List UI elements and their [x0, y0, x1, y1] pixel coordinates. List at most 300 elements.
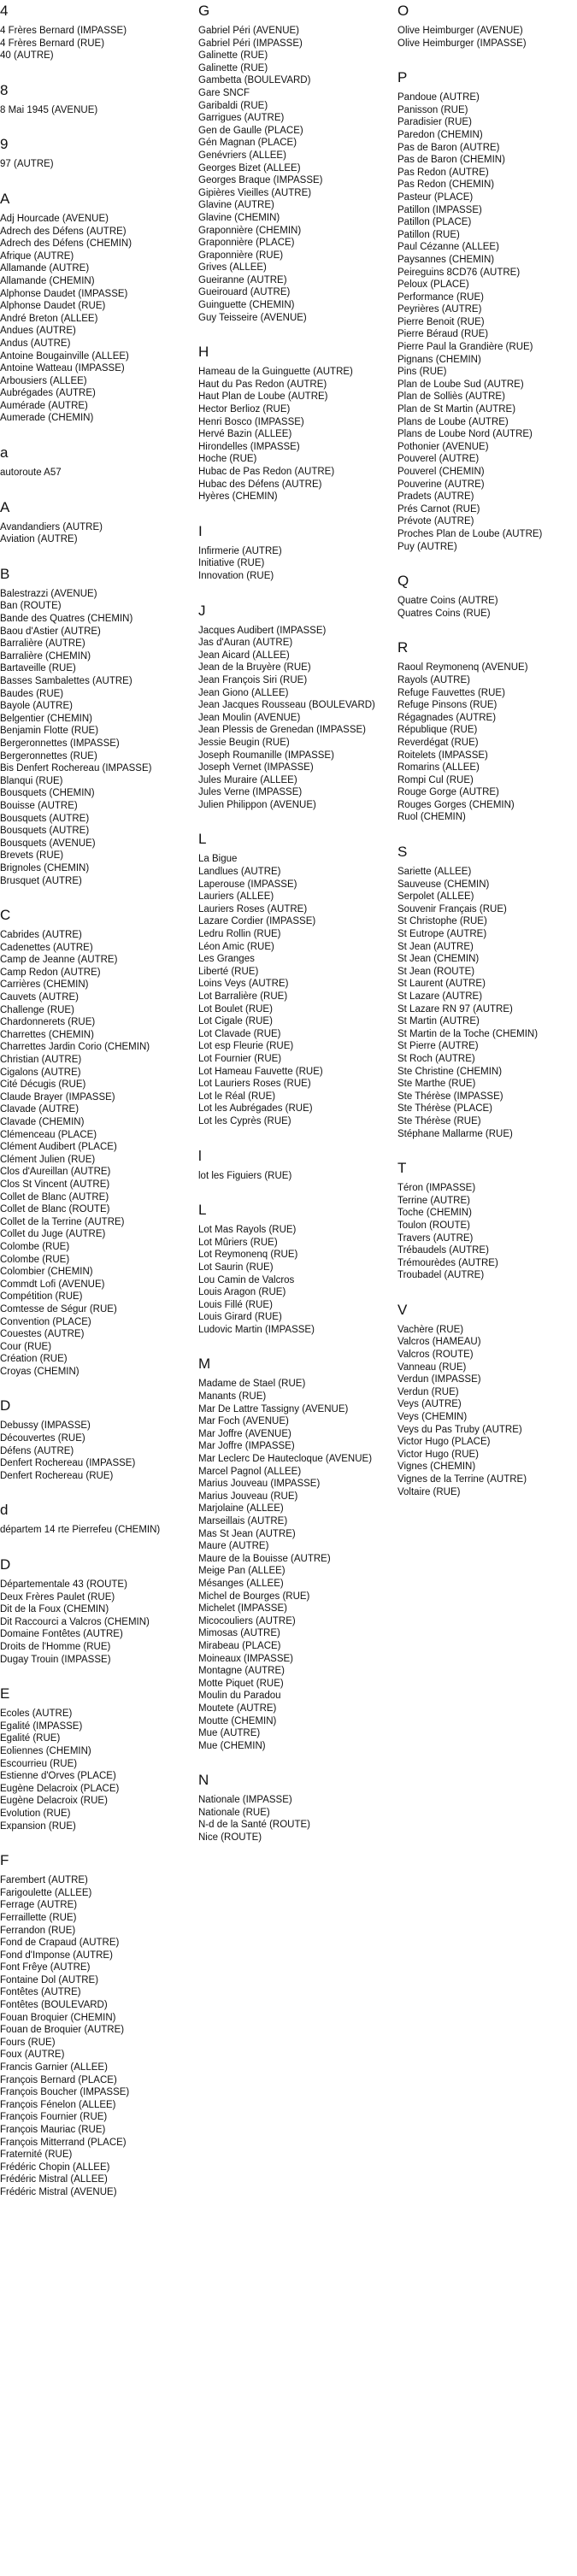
street-link[interactable]: Lot le Réal (RUE) — [198, 1091, 276, 1102]
street-link[interactable]: Alphonse Daudet (RUE) — [0, 301, 106, 312]
street-link[interactable]: Haut du Pas Redon (AUTRE) — [198, 379, 327, 390]
street-link[interactable]: Basses Sambalettes (AUTRE) — [0, 676, 132, 686]
street-link[interactable]: Verdun (IMPASSE) — [397, 1374, 481, 1385]
street-link[interactable]: Pas Redon (AUTRE) — [397, 167, 489, 178]
street-link[interactable]: François Bernard (PLACE) — [0, 2074, 117, 2085]
street-link[interactable]: Denfert Rochereau (IMPASSE) — [0, 1458, 136, 1469]
street-link[interactable]: Pierre Paul la Grandière (RUE) — [397, 342, 533, 353]
street-link[interactable]: Eugène Delacroix (RUE) — [0, 1796, 108, 1807]
street-link[interactable]: Vignes (CHEMIN) — [397, 1461, 476, 1473]
street-link[interactable]: Veys du Pas Truby (AUTRE) — [397, 1424, 522, 1435]
street-link[interactable]: Antoine Bougainville (ALLEE) — [0, 350, 129, 362]
street-link[interactable]: Guinguette (CHEMIN) — [198, 300, 295, 311]
street-link[interactable]: Nationale (IMPASSE) — [198, 1795, 292, 1806]
street-link[interactable]: Droits de l'Homme (RUE) — [0, 1642, 111, 1652]
street-link[interactable]: Egalité (IMPASSE) — [0, 1720, 83, 1732]
street-link[interactable]: St Pierre (AUTRE) — [397, 1041, 479, 1052]
street-link[interactable]: Brusquet (AUTRE) — [0, 875, 82, 886]
street-link[interactable]: Pas Redon (CHEMIN) — [397, 179, 495, 191]
street-link[interactable]: Fontêtes (AUTRE) — [0, 1987, 81, 1998]
street-link[interactable]: La Bigue — [198, 854, 238, 865]
street-link[interactable]: Maure de la Bouisse (AUTRE) — [198, 1553, 331, 1564]
street-link[interactable]: Bousquets (AVENUE) — [0, 838, 96, 849]
street-link[interactable]: Julien Philippon (AVENUE) — [198, 799, 316, 810]
street-link[interactable]: Jean Jacques Rousseau (BOULEVARD) — [198, 700, 375, 711]
street-link[interactable]: Plan de Loube Sud (AUTRE) — [397, 379, 524, 390]
street-link[interactable]: Cauvets (AUTRE) — [0, 992, 79, 1003]
street-link[interactable]: Ecoles (AUTRE) — [0, 1709, 73, 1720]
street-link[interactable]: Lazare Cordier (IMPASSE) — [198, 916, 316, 927]
street-link[interactable]: Raoul Reymonenq (AVENUE) — [397, 662, 528, 673]
street-link[interactable]: Mar Joffre (IMPASSE) — [198, 1441, 295, 1452]
street-link[interactable]: Glavine (CHEMIN) — [198, 212, 280, 223]
street-link[interactable]: Souvenir Français (RUE) — [397, 903, 507, 915]
street-link[interactable]: Ban (ROUTE) — [0, 601, 62, 612]
street-link[interactable]: Mar Leclerc De Hautecloque (AVENUE) — [198, 1454, 373, 1465]
street-link[interactable]: Verdun (RUE) — [397, 1386, 459, 1397]
street-link[interactable]: Trébaudels (AUTRE) — [397, 1245, 489, 1256]
street-link[interactable]: Glavine (AUTRE) — [198, 200, 274, 211]
street-link[interactable]: Mas St Jean (AUTRE) — [198, 1528, 296, 1539]
street-link[interactable]: Vachère (RUE) — [397, 1324, 464, 1335]
street-link[interactable]: Loins Veys (AUTRE) — [198, 979, 289, 990]
street-link[interactable]: Pignans (CHEMIN) — [397, 354, 481, 365]
street-link[interactable]: Lauriers (ALLEE) — [198, 891, 274, 903]
street-link[interactable]: Brignoles (CHEMIN) — [0, 862, 90, 873]
street-link[interactable]: Georges Braque (IMPASSE) — [198, 175, 323, 186]
street-link[interactable]: Aubrégades (AUTRE) — [0, 388, 96, 399]
street-link[interactable]: Gueiranne (AUTRE) — [198, 274, 287, 285]
street-link[interactable]: Plan de Solliès (AUTRE) — [397, 391, 505, 403]
street-link[interactable]: Bartaveille (RUE) — [0, 663, 76, 674]
street-link[interactable]: Sauveuse (CHEMIN) — [397, 879, 490, 890]
street-link[interactable]: St Martin de la Toche (CHEMIN) — [397, 1028, 539, 1039]
street-link[interactable]: Louis Aragon (RUE) — [198, 1287, 286, 1298]
street-link[interactable]: Chardonnerets (RUE) — [0, 1017, 96, 1028]
street-link[interactable]: Toulon (ROUTE) — [397, 1220, 470, 1231]
street-link[interactable]: Jean de la Bruyère (RUE) — [198, 662, 311, 673]
street-link[interactable]: Motte Piquet (RUE) — [198, 1678, 284, 1689]
street-link[interactable]: Création (RUE) — [0, 1354, 68, 1365]
street-link[interactable]: République (RUE) — [397, 725, 478, 736]
street-link[interactable]: Nice (ROUTE) — [198, 1832, 262, 1844]
street-link[interactable]: Allamande (AUTRE) — [0, 263, 90, 274]
street-link[interactable]: Georges Bizet (ALLEE) — [198, 162, 301, 173]
street-link[interactable]: 4 Frères Bernard (IMPASSE) — [0, 26, 127, 36]
street-link[interactable]: St Jean (CHEMIN) — [397, 954, 480, 965]
street-link[interactable]: Moutte (CHEMIN) — [198, 1715, 277, 1726]
street-link[interactable]: St Lazare RN 97 (AUTRE) — [397, 1003, 513, 1015]
street-link[interactable]: Lot Reymonenq (RUE) — [198, 1250, 298, 1261]
street-link[interactable]: Roitelets (IMPASSE) — [397, 750, 488, 761]
street-link[interactable]: Evolution (RUE) — [0, 1808, 71, 1819]
street-link[interactable]: Peloux (PLACE) — [397, 279, 469, 291]
street-link[interactable]: St Jean (ROUTE) — [397, 966, 475, 977]
street-link[interactable]: Blanqui (RUE) — [0, 775, 63, 786]
street-link[interactable]: Pouverine (AUTRE) — [397, 479, 485, 490]
street-link[interactable]: Commdt Lofi (AVENUE) — [0, 1279, 105, 1290]
street-link[interactable]: Lot Hameau Fauvette (RUE) — [198, 1066, 323, 1077]
street-link[interactable]: Grives (ALLEE) — [198, 262, 267, 273]
street-link[interactable]: Joseph Roumanille (IMPASSE) — [198, 750, 334, 761]
street-link[interactable]: Hirondelles (IMPASSE) — [198, 441, 300, 452]
street-link[interactable]: Prévote (AUTRE) — [397, 516, 474, 527]
street-link[interactable]: Jean Moulin (AVENUE) — [198, 712, 301, 723]
street-link[interactable]: Lou Camin de Valcros — [198, 1274, 295, 1285]
street-link[interactable]: Bande des Quatres (CHEMIN) — [0, 614, 133, 625]
street-link[interactable]: St Lazare (AUTRE) — [397, 991, 483, 1002]
street-link[interactable]: Eugène Delacroix (PLACE) — [0, 1783, 120, 1794]
street-link[interactable]: Guy Teisseire (AVENUE) — [198, 312, 307, 323]
street-link[interactable]: Pasteur (PLACE) — [397, 191, 474, 203]
street-link[interactable]: Pouverel (CHEMIN) — [397, 467, 485, 477]
street-link[interactable]: Escourrieu (RUE) — [0, 1758, 78, 1769]
street-link[interactable]: Hyères (CHEMIN) — [198, 491, 278, 503]
street-link[interactable]: Léon Amic (RUE) — [198, 941, 274, 952]
street-link[interactable]: Trémourèdes (AUTRE) — [397, 1257, 498, 1268]
street-link[interactable]: Clément Audibert (PLACE) — [0, 1142, 117, 1153]
street-link[interactable]: Hoche (RUE) — [198, 454, 257, 465]
street-link[interactable]: Expansion (RUE) — [0, 1820, 76, 1832]
street-link[interactable]: Régagnades (AUTRE) — [397, 712, 497, 723]
street-link[interactable]: Veys (CHEMIN) — [397, 1412, 468, 1423]
street-link[interactable]: François Mitterrand (PLACE) — [0, 2137, 127, 2148]
street-link[interactable]: Balestrazzi (AVENUE) — [0, 588, 97, 599]
street-link[interactable]: Victor Hugo (RUE) — [397, 1449, 480, 1460]
street-link[interactable]: Rayols (AUTRE) — [397, 674, 470, 685]
street-link[interactable]: Vanneau (RUE) — [397, 1362, 467, 1373]
street-link[interactable]: Jessie Beugin (RUE) — [198, 737, 290, 748]
street-link[interactable]: Refuge Pinsons (RUE) — [397, 700, 498, 711]
street-link[interactable]: Olive Heimburger (AVENUE) — [397, 26, 523, 36]
street-link[interactable]: Liberté (RUE) — [198, 966, 259, 977]
street-link[interactable]: Graponnière (CHEMIN) — [198, 225, 302, 236]
street-link[interactable]: Louis Fillé (RUE) — [198, 1299, 273, 1310]
street-link[interactable]: Pas de Baron (CHEMIN) — [397, 155, 505, 166]
street-link[interactable]: Lot Lauriers Roses (RUE) — [198, 1079, 311, 1090]
street-link[interactable]: Gén Magnan (PLACE) — [198, 138, 297, 149]
street-link[interactable]: Fraternité (RUE) — [0, 2150, 73, 2161]
street-link[interactable]: Galinette (RUE) — [198, 50, 268, 62]
street-link[interactable]: Collet de Blanc (ROUTE) — [0, 1204, 110, 1215]
street-link[interactable]: Henri Bosco (IMPASSE) — [198, 416, 304, 427]
street-link[interactable]: Collet du Juge (AUTRE) — [0, 1229, 106, 1240]
street-link[interactable]: Avandandiers (AUTRE) — [0, 521, 103, 532]
street-link[interactable]: Gipières Vieilles (AUTRE) — [198, 187, 312, 198]
street-link[interactable]: Pierre Béraud (RUE) — [397, 329, 489, 340]
street-link[interactable]: Lot Saurin (RUE) — [198, 1262, 274, 1273]
street-link[interactable]: Couestes (AUTRE) — [0, 1329, 85, 1340]
street-link[interactable]: Pierre Benoit (RUE) — [397, 316, 485, 327]
street-link[interactable]: Galinette (RUE) — [198, 62, 268, 74]
street-link[interactable]: Lot Barralière (RUE) — [198, 991, 288, 1002]
street-link[interactable]: Laperouse (IMPASSE) — [198, 879, 297, 890]
street-link[interactable]: Alphonse Daudet (IMPASSE) — [0, 288, 128, 299]
street-link[interactable]: Jean François Siri (RUE) — [198, 674, 308, 685]
street-link[interactable]: Défens (AUTRE) — [0, 1445, 74, 1456]
street-link[interactable]: Bousquets (AUTRE) — [0, 813, 90, 824]
street-link[interactable]: Debussy (IMPASSE) — [0, 1420, 91, 1432]
street-link[interactable]: Mar De Lattre Tassigny (AVENUE) — [198, 1403, 349, 1414]
street-link[interactable]: St Laurent (AUTRE) — [397, 979, 486, 990]
street-link[interactable]: Paysannes (CHEMIN) — [397, 254, 495, 265]
street-link[interactable]: Claude Brayer (IMPASSE) — [0, 1091, 115, 1103]
street-link[interactable]: Patillon (RUE) — [397, 229, 460, 240]
street-link[interactable]: Colombier (CHEMIN) — [0, 1267, 93, 1278]
street-link[interactable]: lot les Figuiers (RUE) — [198, 1170, 292, 1181]
street-link[interactable]: Lot Fournier (RUE) — [198, 1053, 282, 1064]
street-link[interactable]: Moutete (AUTRE) — [198, 1703, 277, 1714]
street-link[interactable]: Egalité (RUE) — [0, 1733, 61, 1744]
street-link[interactable]: Fours (RUE) — [0, 2037, 56, 2048]
street-link[interactable]: Barralière (AUTRE) — [0, 638, 85, 650]
street-link[interactable]: Michel de Bourges (RUE) — [198, 1591, 310, 1602]
street-link[interactable]: Travers (AUTRE) — [397, 1232, 474, 1244]
street-link[interactable]: St Roch (AUTRE) — [397, 1053, 475, 1064]
street-link[interactable]: Bouisse (AUTRE) — [0, 800, 78, 811]
street-link[interactable]: Paul Cézanne (ALLEE) — [397, 242, 499, 253]
street-link[interactable]: Graponnière (RUE) — [198, 250, 284, 261]
street-link[interactable]: Andues (AUTRE) — [0, 326, 76, 337]
street-link[interactable]: Landlues (AUTRE) — [198, 867, 281, 878]
street-link[interactable]: Jules Muraire (ALLEE) — [198, 774, 297, 785]
street-link[interactable]: Stéphane Mallarme (RUE) — [397, 1128, 513, 1139]
street-link[interactable]: Voltaire (RUE) — [397, 1486, 461, 1497]
street-link[interactable]: Prés Carnot (RUE) — [397, 503, 480, 515]
street-link[interactable]: Clément Julien (RUE) — [0, 1154, 96, 1165]
street-link[interactable]: Challenge (RUE) — [0, 1004, 74, 1015]
street-link[interactable]: Charrettes (CHEMIN) — [0, 1029, 94, 1040]
street-link[interactable]: Bayole (AUTRE) — [0, 701, 73, 712]
street-link[interactable]: Lot Mas Rayols (RUE) — [198, 1225, 297, 1236]
street-link[interactable]: Puy (AUTRE) — [397, 541, 457, 552]
street-link[interactable]: Marjolaine (ALLEE) — [198, 1503, 284, 1514]
street-link[interactable]: Paredon (CHEMIN) — [397, 129, 483, 140]
street-link[interactable]: Meige Pan (ALLEE) — [198, 1566, 286, 1577]
street-link[interactable]: Sariette (ALLEE) — [397, 867, 472, 878]
street-link[interactable]: Frédéric Mistral (ALLEE) — [0, 2174, 108, 2185]
street-link[interactable]: Dugay Trouin (IMPASSE) — [0, 1654, 111, 1665]
street-link[interactable]: Adrech des Défens (AUTRE) — [0, 226, 127, 237]
street-link[interactable]: Jean Plessis de Grenedan (IMPASSE) — [198, 725, 367, 736]
street-link[interactable]: Antoine Watteau (IMPASSE) — [0, 363, 125, 374]
street-link[interactable]: Frédéric Mistral (AVENUE) — [0, 2186, 117, 2197]
street-link[interactable]: Louis Girard (RUE) — [198, 1312, 282, 1323]
street-link[interactable]: Clavade (CHEMIN) — [0, 1117, 85, 1127]
street-link[interactable]: 8 Mai 1945 (AVENUE) — [0, 104, 98, 115]
street-link[interactable]: Cigalons (AUTRE) — [0, 1067, 81, 1078]
street-link[interactable]: Fouan de Broquier (AUTRE) — [0, 2025, 125, 2036]
street-link[interactable]: Graponnière (PLACE) — [198, 238, 295, 249]
street-link[interactable]: Quatre Coins (AUTRE) — [397, 596, 498, 607]
street-link[interactable]: François Fournier (RUE) — [0, 2112, 108, 2123]
street-link[interactable]: Les Granges — [198, 954, 255, 965]
street-link[interactable]: Victor Hugo (PLACE) — [397, 1437, 491, 1448]
street-link[interactable]: Genévriers (ALLEE) — [198, 150, 286, 161]
street-link[interactable]: Colombe (RUE) — [0, 1254, 70, 1265]
street-link[interactable]: Clos d'Aureillan (AUTRE) — [0, 1167, 111, 1178]
street-link[interactable]: Hervé Bazin (ALLEE) — [198, 429, 292, 440]
street-link[interactable]: St Martin (AUTRE) — [397, 1016, 480, 1027]
street-link[interactable]: Marseillais (AUTRE) — [198, 1516, 288, 1526]
street-link[interactable]: Peyrières (AUTRE) — [397, 304, 482, 315]
street-link[interactable]: Vignes de la Terrine (AUTRE) — [397, 1474, 527, 1485]
street-link[interactable]: Valcros (HAMEAU) — [397, 1337, 481, 1348]
street-link[interactable]: Patillon (PLACE) — [397, 217, 472, 228]
street-link[interactable]: Aviation (AUTRE) — [0, 534, 78, 545]
street-link[interactable]: 97 (AUTRE) — [0, 159, 54, 170]
street-link[interactable]: Baou d'Astier (AUTRE) — [0, 626, 101, 637]
street-link[interactable]: Cité Décugis (RUE) — [0, 1079, 86, 1091]
street-link[interactable]: 40 (AUTRE) — [0, 50, 54, 62]
street-link[interactable]: Haut Plan de Loube (AUTRE) — [198, 391, 328, 403]
street-link[interactable]: Ferraillette (RUE) — [0, 1912, 77, 1923]
street-link[interactable]: Jas d'Auran (AUTRE) — [198, 638, 293, 649]
street-link[interactable]: Clos St Vincent (AUTRE) — [0, 1179, 110, 1190]
street-link[interactable]: Lot Boulet (RUE) — [198, 1003, 273, 1015]
street-link[interactable]: Collet de la Terrine (AUTRE) — [0, 1216, 125, 1227]
street-link[interactable]: Denfert Rochereau (RUE) — [0, 1470, 114, 1481]
street-link[interactable]: Christian (AUTRE) — [0, 1055, 82, 1066]
street-link[interactable]: Nationale (RUE) — [198, 1807, 270, 1818]
street-link[interactable]: Colombe (RUE) — [0, 1241, 70, 1252]
street-link[interactable]: Ledru Rollin (RUE) — [198, 929, 281, 940]
street-link[interactable]: Comtesse de Ségur (RUE) — [0, 1303, 117, 1314]
street-link[interactable]: Jacques Audibert (IMPASSE) — [198, 625, 327, 636]
street-link[interactable]: autoroute A57 — [0, 468, 62, 479]
street-link[interactable]: 4 Frères Bernard (RUE) — [0, 38, 105, 49]
street-link[interactable]: Ferrage (AUTRE) — [0, 1900, 78, 1911]
street-link[interactable]: Allamande (CHEMIN) — [0, 275, 95, 286]
street-link[interactable]: Ste Thérèse (RUE) — [397, 1115, 481, 1126]
street-link[interactable]: Bousquets (AUTRE) — [0, 826, 90, 837]
street-link[interactable]: Bousquets (CHEMIN) — [0, 788, 95, 799]
street-link[interactable]: Pouverel (AUTRE) — [397, 454, 480, 465]
street-link[interactable]: Pas de Baron (AUTRE) — [397, 142, 500, 153]
street-link[interactable]: Ferrandon (RUE) — [0, 1925, 76, 1936]
street-link[interactable]: Plans de Loube (AUTRE) — [397, 416, 509, 427]
street-link[interactable]: Camp de Jeanne (AUTRE) — [0, 955, 118, 966]
street-link[interactable]: Afrique (AUTRE) — [0, 250, 74, 262]
street-link[interactable]: Farembert (AUTRE) — [0, 1875, 88, 1886]
street-link[interactable]: Ste Christine (CHEMIN) — [397, 1066, 503, 1077]
street-link[interactable]: Moulin du Paradou — [198, 1691, 281, 1702]
street-link[interactable]: Fond d'Imponse (AUTRE) — [0, 1950, 113, 1961]
street-link[interactable]: Olive Heimburger (IMPASSE) — [397, 38, 527, 49]
street-link[interactable]: Lot Clavade (RUE) — [198, 1028, 281, 1039]
street-link[interactable]: Marius Jouveau (IMPASSE) — [198, 1479, 321, 1490]
street-link[interactable]: Mésanges (ALLEE) — [198, 1578, 284, 1589]
street-link[interactable]: Manants (RUE) — [198, 1391, 267, 1403]
street-link[interactable]: Lot Cigale (RUE) — [198, 1016, 273, 1027]
street-link[interactable]: Gabriel Péri (IMPASSE) — [198, 38, 303, 49]
street-link[interactable]: Farigoulette (ALLEE) — [0, 1887, 92, 1898]
street-link[interactable]: Rouges Gorges (CHEMIN) — [397, 799, 515, 810]
street-link[interactable]: Gueirouard (AUTRE) — [198, 287, 291, 298]
street-link[interactable]: Fontaine Dol (AUTRE) — [0, 1974, 99, 1985]
street-link[interactable]: Belgentier (CHEMIN) — [0, 713, 92, 724]
street-link[interactable]: Montagne (AUTRE) — [198, 1666, 285, 1677]
street-link[interactable]: Hubac de Pas Redon (AUTRE) — [198, 467, 335, 477]
street-link[interactable]: Mue (AUTRE) — [198, 1728, 261, 1739]
street-link[interactable]: Charrettes Jardin Corio (CHEMIN) — [0, 1042, 150, 1053]
street-link[interactable]: Bis Denfert Rochereau (IMPASSE) — [0, 763, 152, 774]
street-link[interactable]: Jules Verne (IMPASSE) — [198, 787, 303, 798]
street-link[interactable]: Hector Berlioz (RUE) — [198, 404, 291, 415]
street-link[interactable]: Panisson (RUE) — [397, 104, 468, 115]
street-link[interactable]: Quatres Coins (RUE) — [397, 608, 491, 619]
street-link[interactable]: Benjamin Flotte (RUE) — [0, 726, 99, 737]
street-link[interactable]: Pins (RUE) — [397, 367, 447, 378]
street-link[interactable]: Dit Raccourci a Valcros (CHEMIN) — [0, 1616, 150, 1627]
street-link[interactable]: Innovation (RUE) — [198, 570, 274, 581]
street-link[interactable]: Ruol (CHEMIN) — [397, 812, 466, 823]
street-link[interactable]: Découvertes (RUE) — [0, 1433, 85, 1444]
street-link[interactable]: St Christophe (RUE) — [397, 916, 487, 927]
street-link[interactable]: Initiative (RUE) — [198, 558, 265, 569]
street-link[interactable]: Hubac des Défens (AUTRE) — [198, 479, 322, 490]
street-link[interactable]: Cabrides (AUTRE) — [0, 930, 82, 941]
street-link[interactable]: Deux Frères Paulet (RUE) — [0, 1591, 115, 1603]
street-link[interactable]: Pandoue (AUTRE) — [397, 92, 480, 103]
street-link[interactable]: Michelet (IMPASSE) — [198, 1603, 287, 1614]
street-link[interactable]: Lot Mûriers (RUE) — [198, 1237, 278, 1248]
street-link[interactable]: Mirabeau (PLACE) — [198, 1640, 281, 1651]
street-link[interactable]: départem 14 rte Pierrefeu (CHEMIN) — [0, 1525, 161, 1536]
street-link[interactable]: Mar Joffre (AVENUE) — [198, 1428, 291, 1439]
street-link[interactable]: Arbousiers (ALLEE) — [0, 375, 87, 386]
street-link[interactable]: Jean Giono (ALLEE) — [198, 687, 289, 698]
street-link[interactable]: Reverdégat (RUE) — [397, 737, 479, 748]
street-link[interactable]: Cour (RUE) — [0, 1341, 52, 1352]
street-link[interactable]: Clémenceau (PLACE) — [0, 1129, 97, 1140]
street-link[interactable]: André Breton (ALLEE) — [0, 313, 98, 324]
street-link[interactable]: Collet de Blanc (AUTRE) — [0, 1191, 109, 1203]
street-link[interactable]: Lot les Cyprès (RUE) — [198, 1115, 291, 1126]
street-link[interactable]: Estienne d'Orves (PLACE) — [0, 1771, 116, 1782]
street-link[interactable]: Mue (CHEMIN) — [198, 1740, 266, 1751]
street-link[interactable]: Croyas (CHEMIN) — [0, 1366, 79, 1377]
street-link[interactable]: Fontêtes (BOULEVARD) — [0, 2000, 108, 2011]
street-link[interactable]: St Eutrope (AUTRE) — [397, 929, 487, 940]
street-link[interactable]: Refuge Fauvettes (RUE) — [397, 687, 505, 698]
street-link[interactable]: Peireguins 8CD76 (AUTRE) — [397, 267, 521, 278]
street-link[interactable]: Andus (AUTRE) — [0, 338, 71, 349]
street-link[interactable]: Serpolet (ALLEE) — [397, 891, 474, 903]
street-link[interactable]: Micocouliers (AUTRE) — [198, 1615, 296, 1626]
street-link[interactable]: Proches Plan de Loube (AUTRE) — [397, 528, 543, 539]
street-link[interactable]: Adrech des Défens (CHEMIN) — [0, 238, 132, 250]
street-link[interactable]: Performance (RUE) — [397, 291, 484, 303]
street-link[interactable]: Jean Aicard (ALLEE) — [198, 650, 290, 661]
street-link[interactable]: Gen de Gaulle (PLACE) — [198, 125, 303, 136]
street-link[interactable]: Frédéric Chopin (ALLEE) — [0, 2161, 110, 2173]
street-link[interactable]: François Fénelon (ALLEE) — [0, 2099, 116, 2110]
street-link[interactable]: Font Frêye (AUTRE) — [0, 1962, 91, 1973]
street-link[interactable]: Lot les Aubrégades (RUE) — [198, 1103, 313, 1115]
street-link[interactable]: N-d de la Santé (ROUTE) — [198, 1820, 311, 1831]
street-link[interactable]: Patillon (IMPASSE) — [397, 204, 482, 215]
street-link[interactable]: Bergeronnettes (IMPASSE) — [0, 738, 120, 749]
street-link[interactable]: Gambetta (BOULEVARD) — [198, 75, 311, 86]
street-link[interactable]: Gare SNCF — [198, 87, 250, 98]
street-link[interactable]: Toche (CHEMIN) — [397, 1208, 472, 1219]
street-link[interactable]: St Jean (AUTRE) — [397, 941, 474, 952]
street-link[interactable]: Carrières (CHEMIN) — [0, 979, 89, 991]
street-link[interactable]: Plans de Loube Nord (AUTRE) — [397, 429, 533, 440]
street-link[interactable]: Gabriel Péri (AVENUE) — [198, 26, 300, 36]
street-link[interactable]: Pradets (AUTRE) — [397, 491, 474, 503]
